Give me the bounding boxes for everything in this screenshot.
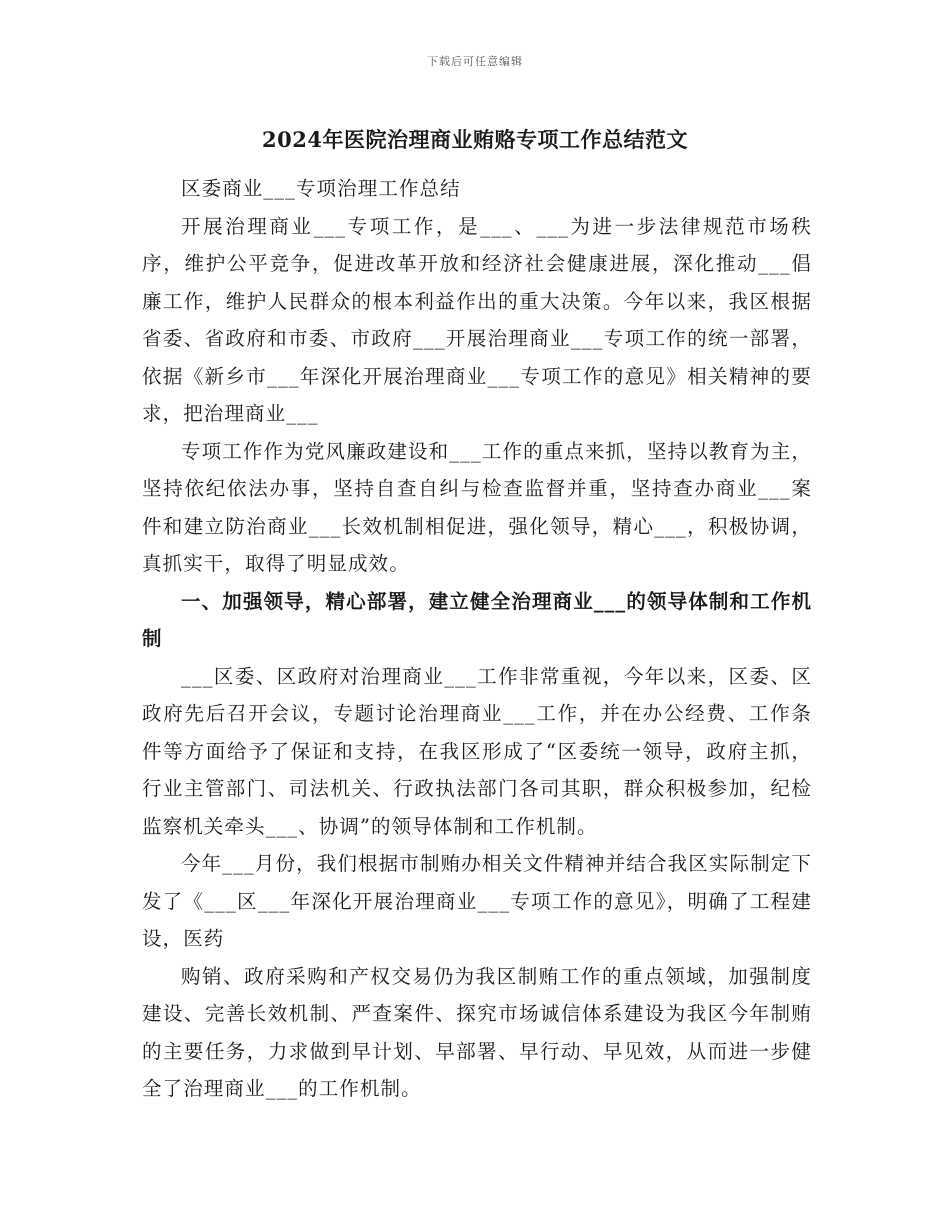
paragraph: 今年___月份，我们根据市制贿办相关文件精神并结合我区实际制定下发了《___区___年深化开展治理商业___专项工作的意见》，明确了工程建设，医药	[142, 852, 812, 950]
section-heading: 一、加强领导，精心部署，建立健全治理商业___的领导体制和工作机制	[142, 589, 812, 650]
paragraph: 购销、政府采购和产权交易仍为我区制贿工作的重点领域，加强制度建设、完善长效机制、严查案件、探究市场诚信体系建设为我区今年制贿的主要任务，力求做到早计划、早部署、早行动、早见效，从而进一步健全了治理商业___的工作机制。	[142, 964, 812, 1100]
document-body	[142, 170, 812, 1108]
paragraph: 开展治理商业___专项工作，是___、___为进一步法律规范市场秩序，维护公平竞争，促进改革开放和经济社会健康进展，深化推动___倡廉工作，维护人民群众的根本利益作出的重大决策。今年以来，我区根据省委、省政府和市委、市政府___开展治理商业___专项工作的统一部署，依据《新乡市___年深化开展治理商业___专项工作的意见》相关精神的要求，把治理商业___	[142, 214, 812, 425]
paragraph: 专项工作作为党风廉政建设和___工作的重点来抓，坚持以教育为主，坚持依纪依法办事，坚持自查自纠与检查监督并重，坚持查办商业___案件和建立防治商业___长效机制相促进，强化领导，精心___，积极协调，真抓实干，取得了明显成效。	[142, 439, 812, 575]
document-title: 2024年医院治理商业贿赂专项工作总结范文	[262, 127, 688, 152]
section-subtitle: 区委商业___专项治理工作总结	[181, 177, 461, 200]
header-note: 下载后可任意编辑	[427, 55, 523, 68]
paragraph: ___区委、区政府对治理商业___工作非常重视，今年以来，区委、区政府先后召开会议，专题讨论治理商业___工作，并在办公经费、工作条件等方面给予了保证和支持，在我区形成了“区委统一领导，政府主抓，行业主管部门、司法机关、行政执法部门各司其职，群众积极参加，纪检监察机关牵头___、协调”的领导体制和工作机制。	[142, 664, 812, 838]
